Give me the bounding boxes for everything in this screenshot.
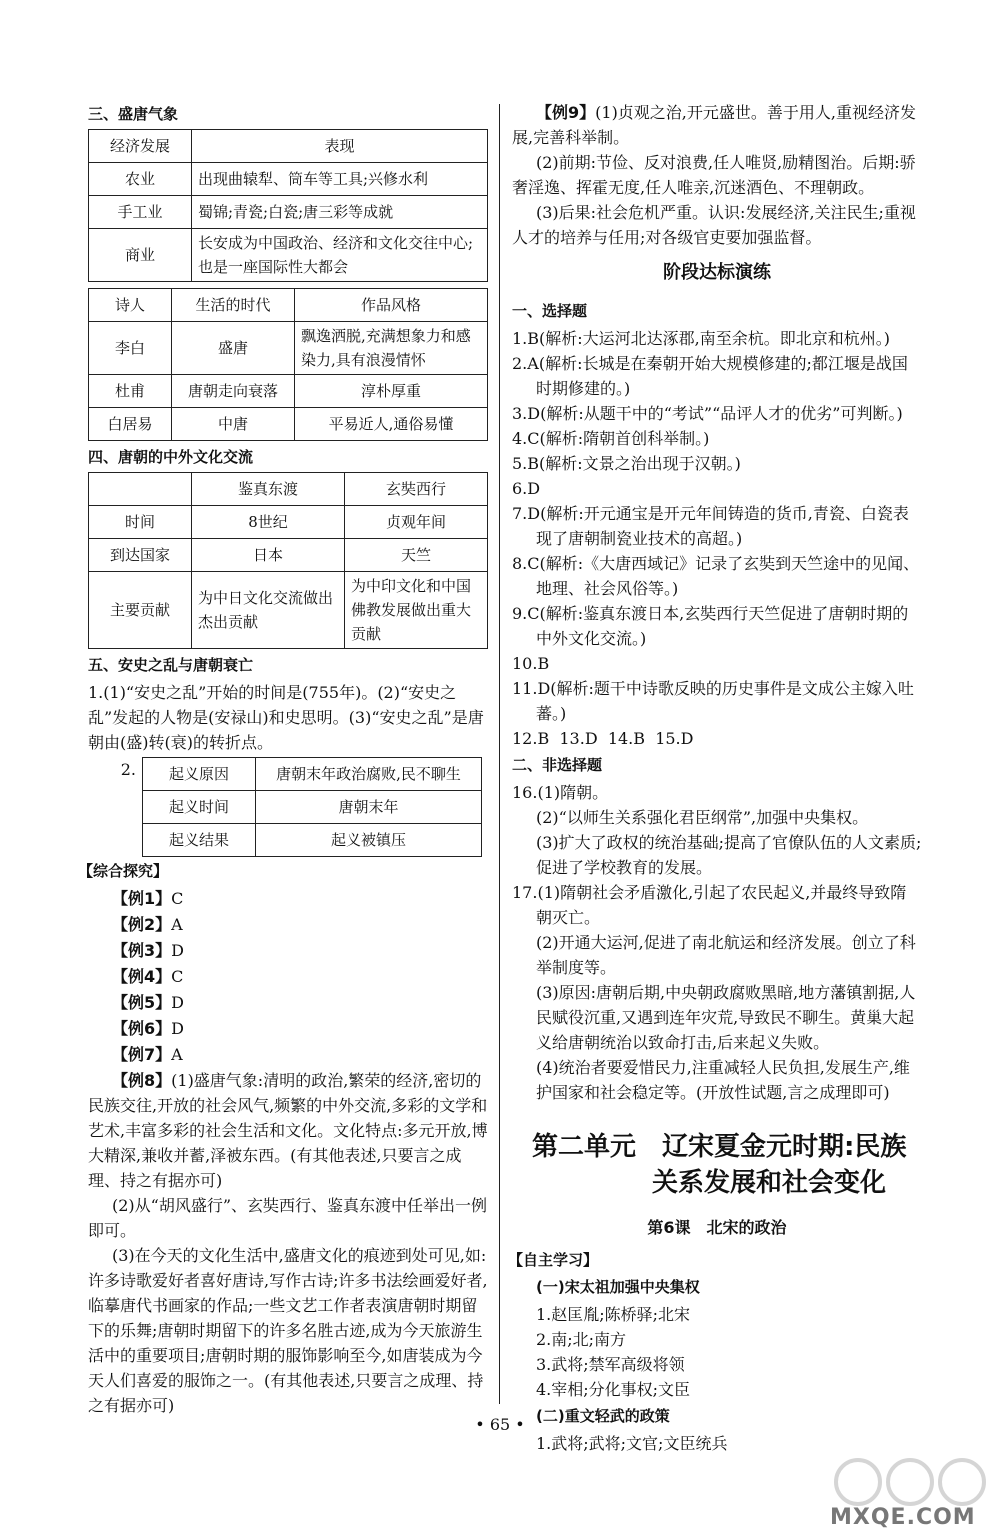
table-cell: 蜀锦;青瓷;白瓷;唐三彩等成就 [192, 196, 488, 229]
exchange-table [88, 472, 488, 649]
q17-line: (3)原因:唐朝后期,中央朝政腐败黑暗,地方藩镇割据,人民赋役沉重,又遇到连年灾荒,导致民不聊生。黄巢大起义给唐朝统治以致命打击,后来起义失败。 [536, 983, 916, 1052]
example-label: 【例2】 [112, 915, 172, 934]
study-item: 4.宰相;分化事权;文臣 [536, 1380, 691, 1399]
example-answer: D [171, 941, 184, 960]
example-answer: C [171, 967, 184, 986]
economy-table [88, 129, 488, 282]
table-row [89, 375, 488, 408]
subsection-2-title: (二)重文轻武的政策 [536, 1407, 670, 1425]
table-cell: 飘逸洒脱,充满想象力和感染力,具有浪漫情怀 [295, 322, 488, 375]
table-cell: 天竺 [345, 539, 488, 572]
q16-line: (2)“以师生关系强化君臣纲常”,加强中央集权。 [536, 808, 869, 827]
item-number: 2. [120, 760, 136, 779]
table-header: 诗人 [89, 289, 172, 322]
section-3-title: 三、盛唐气象 [88, 105, 179, 123]
poets-table [88, 288, 488, 441]
table-header: 作品风格 [295, 289, 488, 322]
uprising-table [142, 757, 482, 857]
answer-item: 3.D(解析:从题干中的“考试”“品评人才的优劣”可判断。) [512, 404, 903, 423]
stage-title: 阶段达标演练 [663, 262, 771, 283]
example-label: 【例3】 [112, 941, 172, 960]
study-item: 2.南;北;南方 [536, 1330, 627, 1349]
example-8-text: (1)盛唐气象:清明的政治,繁荣的经济,密切的民族交往,开放的社会风气,频繁的中外交流,多彩的文学和艺术,丰富多彩的社会生活和文化。文化特点:多元开放,博大精深,兼收并蓄,泽被东西。(有其他表述,只要言之成理、持之有据亦可) [88, 1071, 488, 1190]
an-shi-paragraph: 1.(1)“安史之乱”开始的时间是(755年)。(2)“安史之乱”发起的人物是(安禄山)和史思明。(3)“安史之乱”是唐朝由(盛)转(衰)的转折点。 [88, 683, 484, 752]
table-header [89, 473, 192, 506]
q17-line: 17.(1)隋朝社会矛盾激化,引起了农民起义,并最终导致隋朝灭亡。 [512, 883, 907, 927]
table-row [89, 572, 488, 649]
table-cell: 唐朝走向衰落 [172, 375, 295, 408]
example-item [88, 912, 488, 938]
table-header: 生活的时代 [172, 289, 295, 322]
table-cell: 出现曲辕犁、筒车等工具;兴修水利 [192, 163, 488, 196]
zonghe-title: 【综合探究】 [78, 862, 169, 880]
study-item: 1.赵匡胤;陈桥驿;北宋 [536, 1305, 691, 1324]
left-column [78, 100, 488, 1418]
answer-item: 11.D(解析:题干中诗歌反映的历史事件是文成公主嫁入吐蕃。) [512, 679, 914, 723]
answer-item: 4.C(解析:隋朝首创科举制。) [512, 429, 710, 448]
lesson-title: 第6课 北宋的政治 [647, 1218, 787, 1237]
uprising-block [88, 757, 488, 857]
zizhu-title: 【自主学习】 [508, 1251, 599, 1269]
table-row [143, 824, 482, 857]
table-cell: 长安成为中国政治、经济和文化交往中心;也是一座国际性大都会 [192, 229, 488, 282]
example-9-p2: (2)前期:节俭、反对浪费,任人唯贤,励精图治。后期:骄奢淫逸、挥霍无度,任人唯亲,沉迷酒色、不理朝政。 [512, 153, 916, 197]
table-row [89, 408, 488, 441]
table-cell: 主要贡献 [89, 572, 192, 649]
table-cell: 到达国家 [89, 539, 192, 572]
answer-item: 2.A(解析:长城是在秦朝开始大规模修建的;都江堰是战国时期修建的。) [512, 354, 908, 398]
table-cell: 起义原因 [143, 758, 256, 791]
table-cell: 中唐 [172, 408, 295, 441]
section-1-title: 一、选择题 [512, 302, 588, 320]
table-cell: 日本 [192, 539, 345, 572]
table-cell: 盛唐 [172, 322, 295, 375]
table-cell: 李白 [89, 322, 172, 375]
table-cell: 为中印文化和中国佛教发展做出重大贡献 [345, 572, 488, 649]
example-item [88, 1016, 488, 1042]
answer-item: 12.B 13.D 14.B 15.D [512, 729, 694, 748]
table-header: 鉴真东渡 [192, 473, 345, 506]
table-cell: 为中日文化交流做出杰出贡献 [192, 572, 345, 649]
unit-title-line: 第二单元 辽宋夏金元时期:民族 [532, 1132, 907, 1162]
answer-item: 5.B(解析:文景之治出现于汉朝。) [512, 454, 741, 473]
table-header: 经济发展 [89, 130, 192, 163]
example-item [88, 938, 488, 964]
q16-line: (3)扩大了政权的统治基础;提高了官僚队伍的人文素质;促进了学校教育的发展。 [536, 833, 922, 877]
table-cell: 贞观年间 [345, 506, 488, 539]
table-cell: 白居易 [89, 408, 172, 441]
example-8-p1 [88, 1068, 488, 1193]
subsection-1-title: (一)宋太祖加强中央集权 [536, 1278, 700, 1296]
right-column [508, 100, 922, 1456]
section-2-title: 二、非选择题 [512, 756, 603, 774]
example-label: 【例4】 [112, 967, 172, 986]
example-answer: D [171, 993, 184, 1012]
example-answer: A [171, 915, 183, 934]
unit-title-line: 关系发展和社会变化 [652, 1168, 887, 1198]
table-row [89, 322, 488, 375]
unit-title [512, 1129, 922, 1201]
example-answer: D [171, 1019, 184, 1038]
table-cell: 8世纪 [192, 506, 345, 539]
q16-line: 16.(1)隋朝。 [512, 783, 609, 802]
example-item [88, 1042, 488, 1068]
example-label: 【例9】 [536, 103, 596, 122]
table-cell: 唐朝末年政治腐败,民不聊生 [256, 758, 482, 791]
table-cell: 时间 [89, 506, 192, 539]
page-number: • 65 • [475, 1415, 525, 1434]
table-cell: 商业 [89, 229, 192, 282]
example-label: 【例1】 [112, 889, 172, 908]
table-row [89, 163, 488, 196]
answer-item: 7.D(解析:开元通宝是开元年间铸造的货币,青瓷、白瓷表现了唐朝制瓷业技术的高超。) [512, 504, 909, 548]
table-row [89, 539, 488, 572]
example-item [88, 964, 488, 990]
answer-item: 6.D [512, 479, 541, 498]
section-5-title: 五、安史之乱与唐朝衰亡 [88, 656, 254, 674]
table-cell: 唐朝末年 [256, 791, 482, 824]
table-row [143, 791, 482, 824]
answer-item: 10.B [512, 654, 550, 673]
example-8-p2: (2)从“胡风盛行”、玄奘西行、鉴真东渡中任举出一例即可。 [88, 1196, 488, 1240]
example-item [88, 990, 488, 1016]
answer-item: 1.B(解析:大运河北达涿郡,南至余杭。即北京和杭州。) [512, 329, 890, 348]
example-label: 【例5】 [112, 993, 172, 1012]
answer-item: 9.C(解析:鉴真东渡日本,玄奘西行天竺促进了唐朝时期的中外文化交流。) [512, 604, 909, 648]
example-item [88, 886, 488, 912]
table-cell: 农业 [89, 163, 192, 196]
study-item: 3.武将;禁军高级将领 [536, 1355, 685, 1374]
example-9-p3: (3)后果:社会危机严重。认识:发展经济,关注民生;重视人才的培养与任用;对各级官吏要加强监督。 [512, 203, 916, 247]
answer-item: 8.C(解析:《大唐西域记》记录了玄奘到天竺途中的见闻、地理、社会风俗等。) [512, 554, 920, 598]
example-8-p3: (3)在今天的文化生活中,盛唐文化的痕迹到处可见,如:许多诗歌爱好者喜好唐诗,写作古诗;许多书法绘画爱好者,临摹唐代书画家的作品;一些文艺工作者表演唐朝时期留下的乐舞;唐朝时期留下的许多名胜古迹,成为今天旅游生活中的重要项目;唐朝时期的服饰影响至今,如唐装成为今天人们喜爱的服饰之一。(有其他表述,只要言之成理、持之有据亦可) [88, 1246, 488, 1415]
study-item: 1.武将;武将;文官;文臣统兵 [536, 1434, 728, 1453]
table-row [89, 196, 488, 229]
example-answer: A [171, 1045, 183, 1064]
column-divider [499, 104, 500, 1404]
watermark-text: MXQE.COM [830, 1505, 976, 1530]
example-label: 【例8】 [112, 1071, 172, 1090]
table-row [89, 229, 488, 282]
table-cell: 起义结果 [143, 824, 256, 857]
example-label: 【例6】 [112, 1019, 172, 1038]
section-4-title: 四、唐朝的中外文化交流 [88, 448, 254, 466]
example-answer: C [171, 889, 184, 908]
table-header: 玄奘西行 [345, 473, 488, 506]
table-row [89, 506, 488, 539]
table-row [143, 758, 482, 791]
table-cell: 手工业 [89, 196, 192, 229]
table-header: 表现 [192, 130, 488, 163]
table-cell: 淳朴厚重 [295, 375, 488, 408]
example-9-text: (1)贞观之治,开元盛世。善于用人,重视经济发展,完善科举制。 [512, 103, 916, 147]
table-cell: 杜甫 [89, 375, 172, 408]
table-cell: 起义被镇压 [256, 824, 482, 857]
table-cell: 平易近人,通俗易懂 [295, 408, 488, 441]
example-9-p1 [512, 100, 922, 150]
table-cell: 起义时间 [143, 791, 256, 824]
q17-line: (2)开通大运河,促进了南北航运和经济发展。创立了科举制度等。 [536, 933, 916, 977]
example-label: 【例7】 [112, 1045, 172, 1064]
q17-line: (4)统治者要爱惜民力,注重减轻人民负担,发展生产,维护国家和社会稳定等。(开放性试题,言之成理即可) [536, 1058, 910, 1102]
